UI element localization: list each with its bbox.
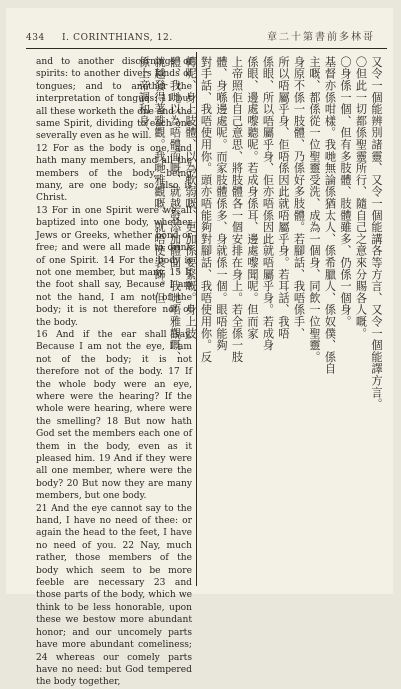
- chinese-text-column: 係眼、邊處嚟聽呢。若成身係耳、邊處嚟聞呢。但而家: [246, 56, 259, 340]
- chapter-reference: I. CORINTHIANS, 12.: [62, 33, 173, 43]
- chinese-text-column: 上帝照佢自己意思、將肢體各一個安排在身上。若全係一肢: [230, 56, 244, 363]
- page-header: [26, 30, 381, 46]
- chinese-text-column: 體、我哋以為唔體面嘅、就越發添加體面。我哋唔雅觀嘅、: [168, 56, 182, 363]
- book-page: [6, 8, 393, 688]
- chinese-text-column: 身原不係一肢體、乃係好多肢體。若腳話、我唔係手、: [292, 56, 306, 340]
- page-number: 434: [26, 33, 45, 43]
- chinese-text-column: 主嘅、都係從一位聖靈受洗、成為一個身、同飲一位聖靈。: [308, 56, 321, 363]
- chinese-text-column: 〇但此一切都係聖靈所行、隨自己之意來分賜各人嘅。: [354, 56, 368, 340]
- chinese-chapter-title: 章二十第書前多林哥: [267, 32, 375, 43]
- chinese-text-column: 係眼、所以唔屬乎身、佢亦唔係因此就唔屬乎身。若成身: [261, 56, 275, 351]
- chinese-text-column: 係上帝調和身、: [137, 56, 151, 139]
- chinese-text-column: 基督亦係咁樣。我哋無論係猶太人、係希臘人、係奴僕、係自: [323, 56, 337, 375]
- chinese-text-column: 轉呢、身上肢體、以為軟弱嘅、更加係要緊嘅。身上肢: [184, 56, 197, 340]
- english-text-column: and to another discernings of spirits: to another divers kinds of tongues; and to another the interpretation of tongues: 11 but all these worketh the one and the same Spirit, dividing to each one severally even as he will. 12 For as the body is one, and hath many members, and all the members of the body, being many, are one body; so also is Christ. 13 For in one Spirit were we all baptized into one body, whether Jews or Greeks, whether bond or free; and were all made to drink of one Spirit. 14 For the body is not one member, but many. 15 If the foot shall say, Because I am not the hand, I am not of the body; it is not therefore not of the body. 16 And if the ear shall say, Because I am not the eye, I am not of the body; it is not therefore not of the body. 17 If the whole body were an eye, where were the hearing? If the whole were hearing, where were the smelling? 18 But now hath God set the members each one of them in the body, even as it pleased him. 19 And if they were all one member, where were the body? 20 But now they are many members, but one body. 21 And the eye cannot say to the hand, I have no need of thee: or again the head to the feet, I have no need of you. 22 Nay, much rather, those members of the body which seem to be more feeble are necessary 23 and those parts of the body, which we think to be less honorable, upon these we bestow more abundant honor; and our uncomely parts have more abundant comeliness; 24 whereas our comely parts have no need: but God tempered the body together,: [36, 57, 192, 688]
- header-rule: [26, 48, 387, 49]
- chinese-text-column: 就越發得著雅觀。我哋雅觀嘅、就唔使裝飾。但: [153, 56, 166, 304]
- chinese-text-column: 所以唔屬乎身、佢唔係因此就唔屬乎身。若耳話、我唔: [277, 56, 290, 340]
- chinese-text-column: 又令一個能辨別諸靈、又令一個能講各等方言、又令一個能譯方言。: [370, 56, 383, 410]
- chinese-text-columns: [137, 56, 384, 584]
- chinese-text-column: 體、身喺邊處呢。而家肢體係多、身就係一個。眼唔能夠: [215, 56, 228, 351]
- chinese-text-column: 對手話、我唔使用你。頭亦唔能夠對腳話、我唔使用你。反: [199, 56, 213, 363]
- chinese-text-column: 〇身係一個、但有多肢體、肢體雖多、仍係一個身。: [339, 56, 352, 328]
